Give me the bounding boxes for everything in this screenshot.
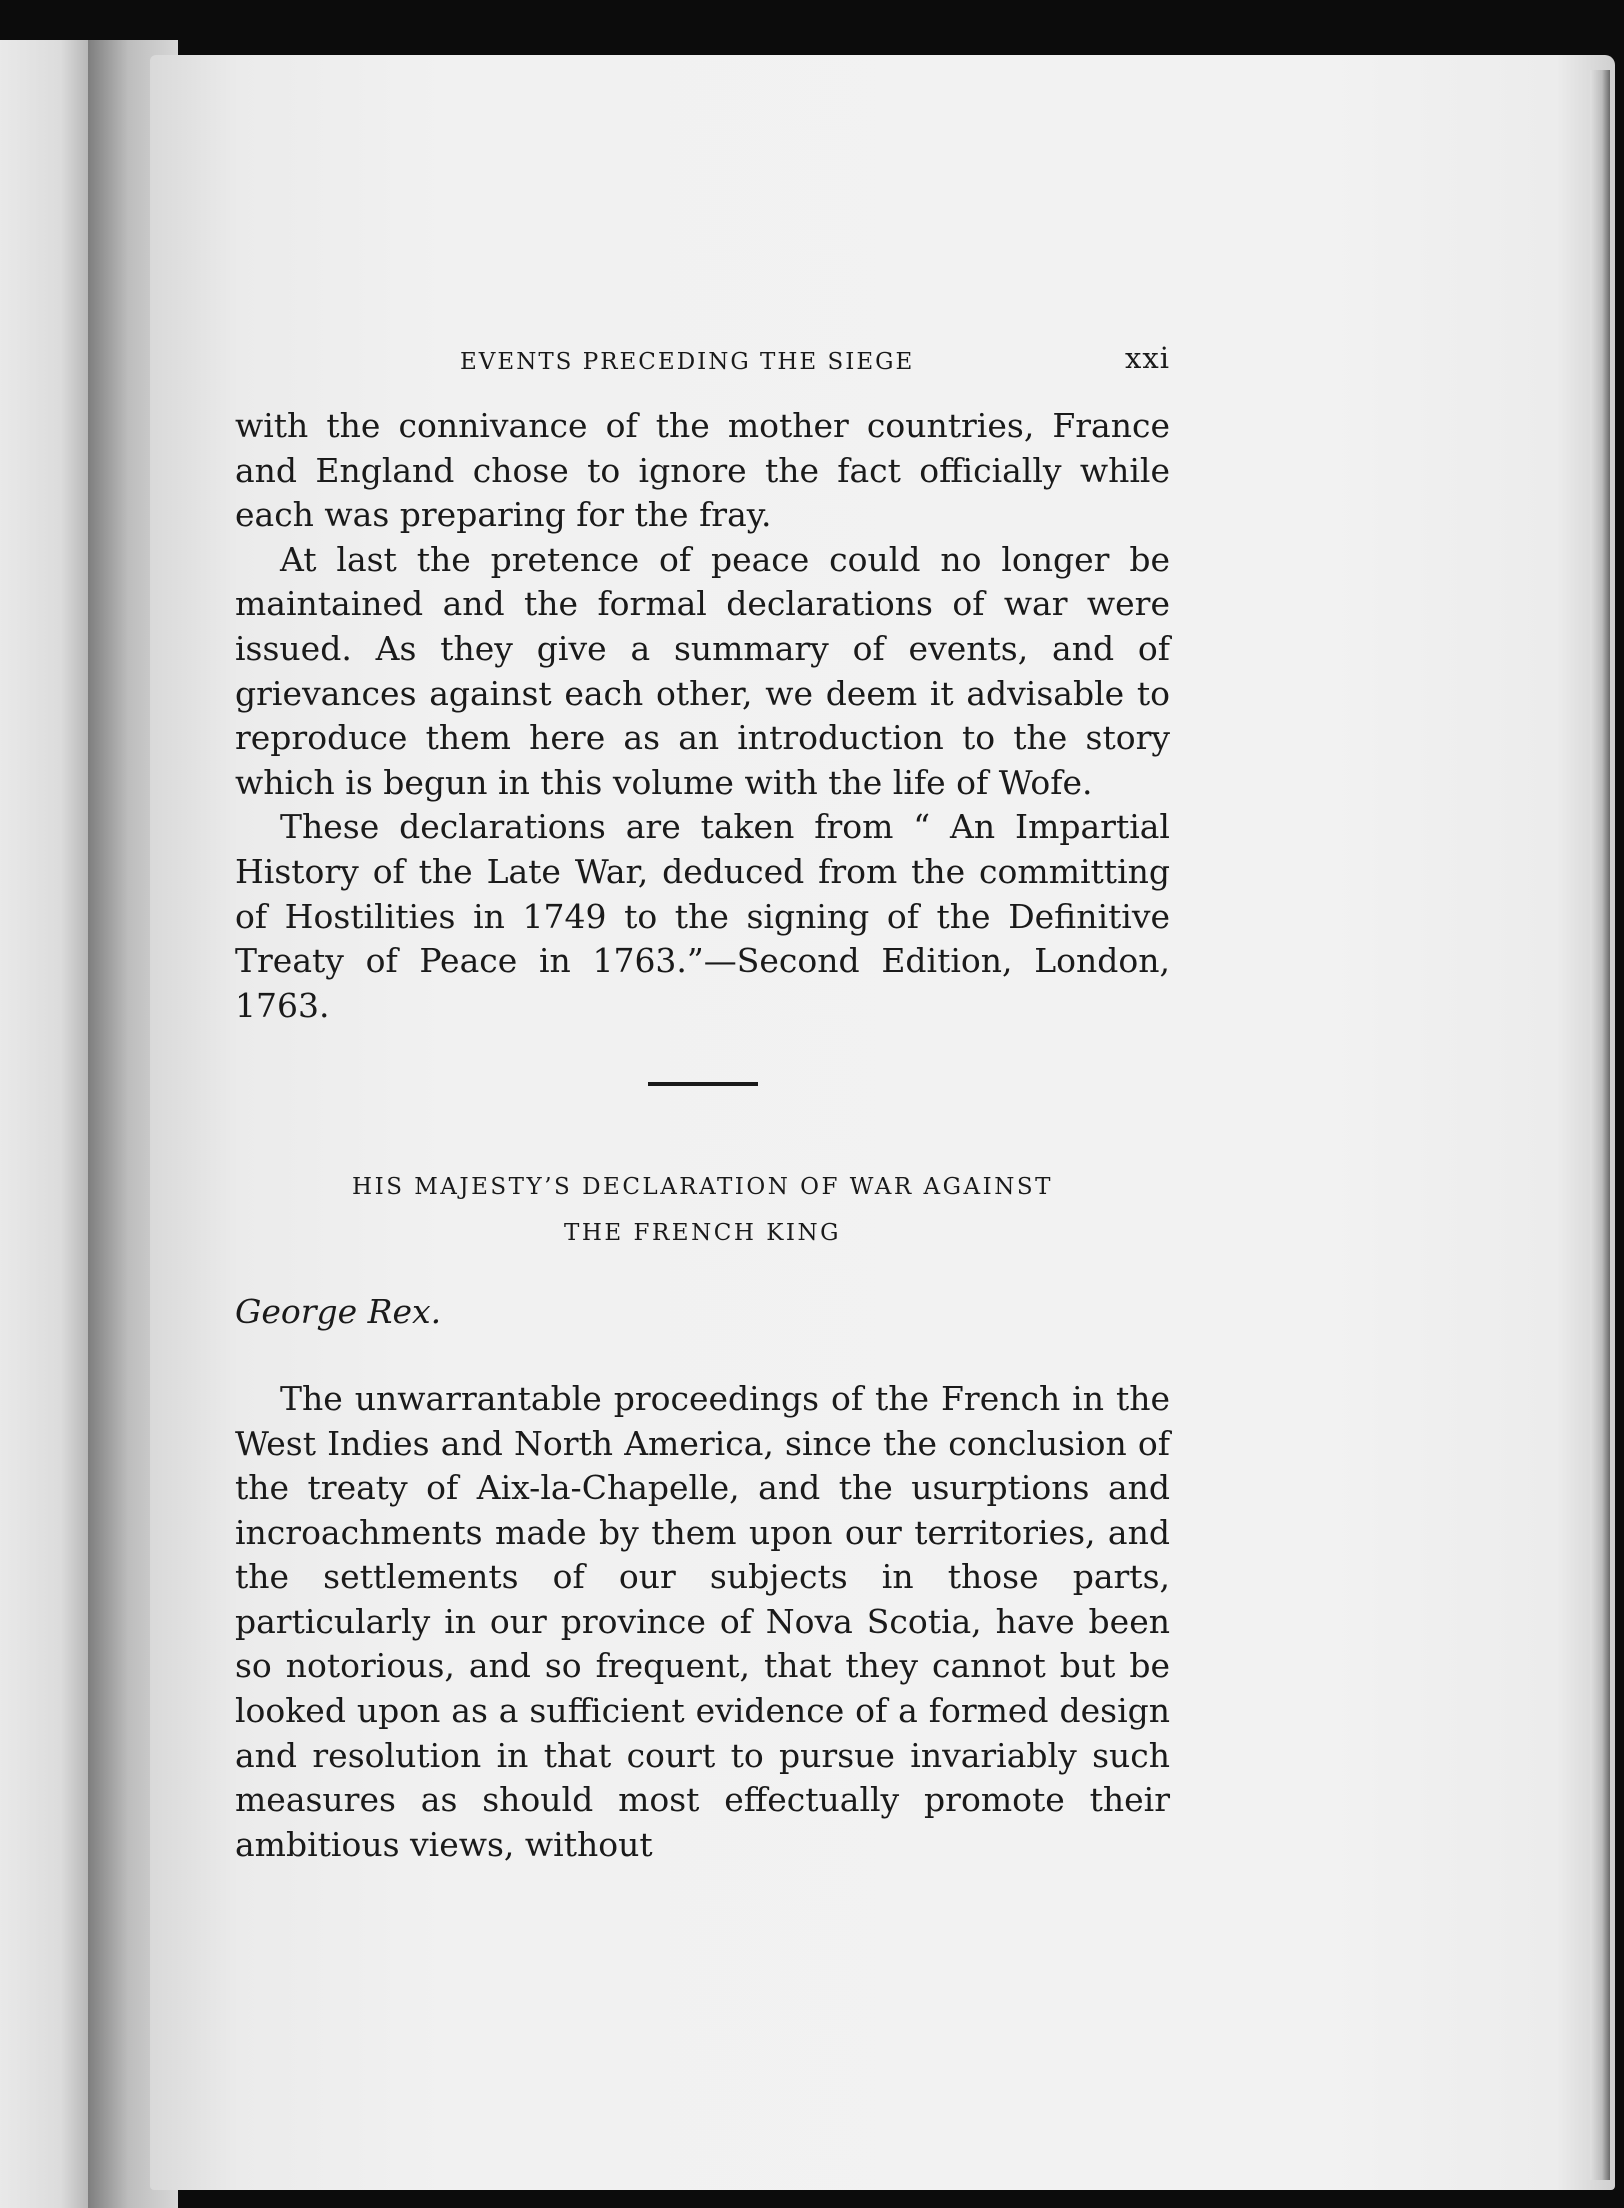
- declaration-heading-line-2: THE FRENCH KING: [564, 1220, 841, 1247]
- royal-signature: George Rex.: [235, 1292, 442, 1332]
- paragraph-source-citation: These declarations are taken from “ An Impartial History of the Late War, deduced from the committing of Hostilities in 1749 to the signing of the Definitive Treaty of Peace in 1763.”—Second Edition, London, 1763.: [235, 807, 1170, 1025]
- paragraph-continued: with the connivance of the mother countries, France and England chose to ignore the fact officially while each was preparing for the fray.: [235, 406, 1170, 535]
- page-edge-shadow: [1590, 70, 1610, 2180]
- paragraph-declarations-issued: At last the pretence of peace could no longer be maintained and the formal declarations of war were issued. As they give a summary of events, and of grievances against each other, we deem it advisable to reproduce them here as an introduction to the story which is begun in this volume with the life of Wofe.: [235, 539, 1170, 802]
- page-number: xxi: [1125, 341, 1170, 375]
- running-head: [235, 320, 1170, 375]
- section-divider-rule: [648, 1082, 758, 1086]
- declaration-heading-line-1: HIS MAJESTY’S DECLARATION OF WAR AGAINST: [352, 1174, 1053, 1201]
- page-text: [235, 320, 1170, 1867]
- running-head-title: EVENTS PRECEDING THE SIEGE: [460, 349, 915, 375]
- declaration-body: The unwarrantable proceedings of the French in the West Indies and North America, since the conclusion of the treaty of Aix-la-Chapelle, and the usurptions and incroachments made by them upon our territories, and the settlements of our subjects in those parts, particularly in our province of Nova Scotia, have been so notorious, and so frequent, that they cannot but be looked upon as a sufficient evidence of a formed design and resolution in that court to pursue invariably such measures as should most effectually promote their ambitious views, without: [235, 1378, 1170, 1864]
- declaration-heading: [235, 1164, 1170, 1256]
